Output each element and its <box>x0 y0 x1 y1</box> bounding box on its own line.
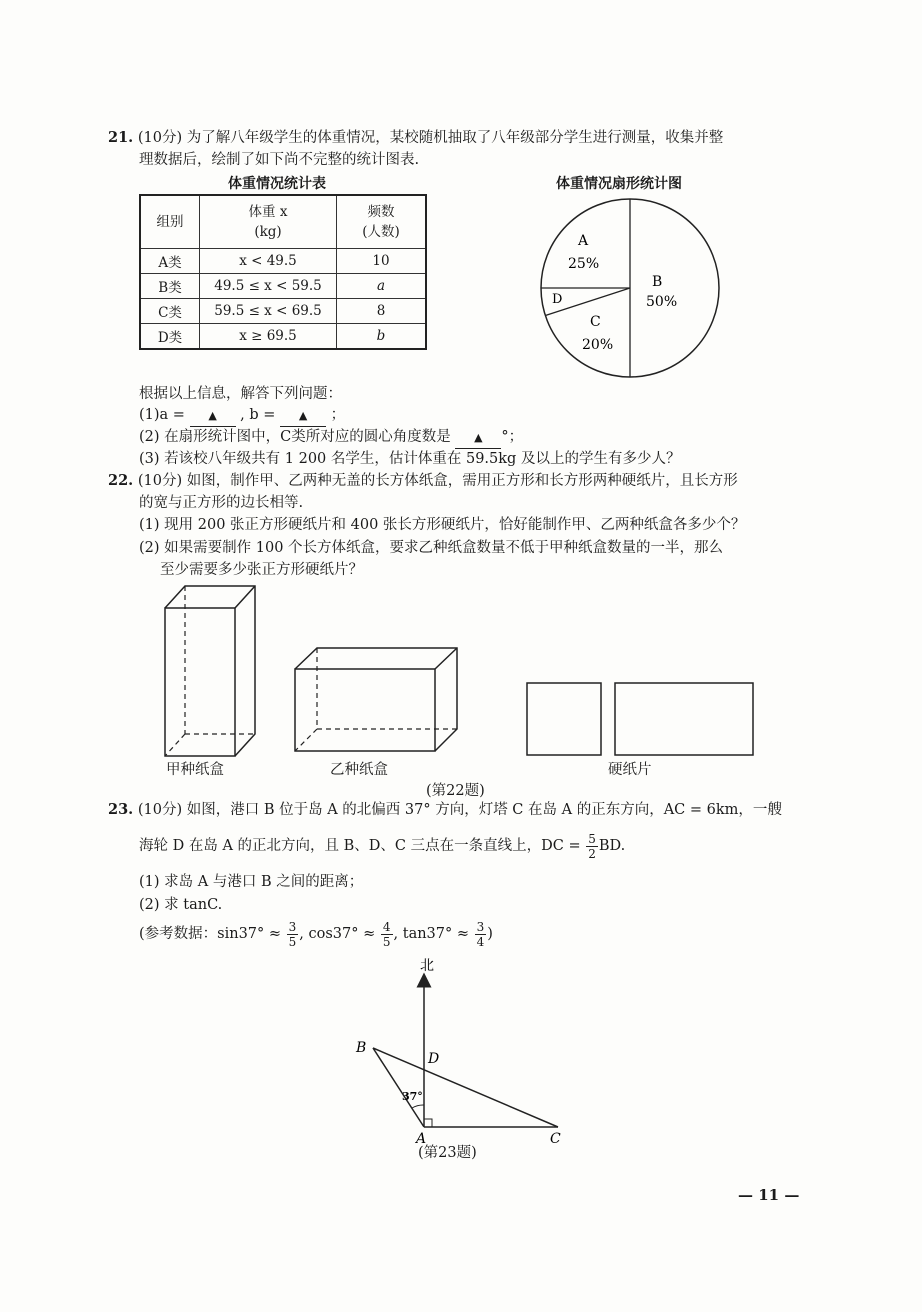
fraction-denominator: 4 <box>476 934 485 949</box>
fraction-denominator: 5 <box>288 934 297 949</box>
q21-part2 <box>139 427 523 449</box>
header-freq-label: 频数 <box>367 204 395 220</box>
q22-intro1: 如图，制作甲、乙两种无盖的长方体纸盒，需用正方形和长方形两种硬纸片，且长方形 <box>186 473 738 489</box>
table-cell: D类 <box>140 324 200 350</box>
q22-number: 22. <box>108 472 134 489</box>
fraction-numerator: 4 <box>382 919 391 934</box>
box-jia-figure <box>160 580 260 760</box>
q21-intro2: 理数据后，绘制了如下尚不完整的统计图表. <box>139 152 420 168</box>
answer-blank-angle <box>455 427 501 449</box>
point-d-label: D <box>428 1051 440 1067</box>
weight-stat-table <box>139 194 427 350</box>
fraction-dc <box>586 832 598 861</box>
fraction-numerator: 3 <box>288 919 297 934</box>
table-row <box>140 299 426 324</box>
answer-blank-b <box>280 405 326 427</box>
q21-score: (10分) <box>137 130 183 146</box>
triangle-icon: ▲ <box>474 431 483 444</box>
triangle-icon: ▲ <box>298 409 308 422</box>
table-cell: b <box>337 324 427 350</box>
table-cell: x ≥ 69.5 <box>200 324 337 350</box>
q23-intro-line1 <box>108 800 782 820</box>
triangle-icon: ▲ <box>208 409 217 422</box>
table-row <box>140 324 426 350</box>
cardboard-pieces-figure <box>525 680 765 760</box>
pie-pct-b: 50% <box>646 294 678 310</box>
q21-part2-end: °； <box>501 429 524 445</box>
q23-intro1: 如图，港口 B 位于岛 A 的北偏西 37° 方向，灯塔 C 在岛 A 的正东方向，AC = 6km，一艘 <box>186 802 782 818</box>
table-cell: 8 <box>337 299 427 324</box>
fraction-denominator: 5 <box>382 934 391 949</box>
q21-part1 <box>139 405 345 427</box>
table-cell: 10 <box>337 249 427 274</box>
pie-label-c: C <box>590 314 601 330</box>
table-cell: B类 <box>140 274 200 299</box>
q22-score: (10分) <box>137 473 183 489</box>
q23-score: (10分) <box>137 802 183 818</box>
north-label: 北 <box>420 958 434 974</box>
fraction-tan <box>475 920 487 949</box>
label-box-yi: 乙种纸盒 <box>330 762 388 778</box>
q23-part1: (1) 求岛 A 与港口 B 之间的距离； <box>139 874 364 890</box>
table-row <box>140 249 426 274</box>
header-weight-label: 体重 x <box>248 204 288 220</box>
label-cardboard: 硬纸片 <box>608 762 652 778</box>
point-a-label: A <box>416 1131 427 1147</box>
header-frequency <box>337 195 427 249</box>
q22-intro-line1 <box>108 471 738 491</box>
page-number: — 11 — <box>738 1186 800 1204</box>
q23-intro2b: BD. <box>598 838 626 854</box>
fraction-cos <box>381 920 393 949</box>
q22-part2b: 至少需要多少张正方形硬纸片？ <box>160 562 363 578</box>
segment-ab <box>373 1048 424 1127</box>
q23-part2: (2) 求 tanC. <box>139 897 223 913</box>
table-cell: 59.5 ≤ x < 69.5 <box>200 299 337 324</box>
q21-table-title: 体重情况统计表 <box>228 176 326 192</box>
header-freq-unit: (人数) <box>362 224 400 240</box>
pie-label-a: A <box>578 233 589 249</box>
header-weight <box>200 195 337 249</box>
table-row <box>140 274 426 299</box>
table-cell: x < 49.5 <box>200 249 337 274</box>
table-cell: A类 <box>140 249 200 274</box>
q23-number: 23. <box>108 801 134 818</box>
ref-end: ) <box>487 926 493 942</box>
q21-lead: 根据以上信息，解答下列问题： <box>139 386 342 402</box>
table-header-row <box>140 195 426 249</box>
right-angle-mark <box>424 1119 432 1127</box>
q23-reference-data <box>139 918 493 950</box>
rectangle-card <box>615 683 753 755</box>
point-c-label: C <box>550 1131 561 1147</box>
weight-pie-chart <box>530 188 730 388</box>
q21-intro-line1 <box>108 128 723 148</box>
fraction-numerator: 5 <box>588 831 596 846</box>
table-cell: C类 <box>140 299 200 324</box>
ref-cos-label: , cos37° ≈ <box>299 926 376 942</box>
q21-intro1: 为了解八年级学生的体重情况，某校随机抽取了八年级部分学生进行测量，收集并整 <box>186 130 724 146</box>
segment-bc <box>373 1048 558 1127</box>
header-weight-unit: (kg) <box>254 224 282 240</box>
angle-arc <box>412 1105 424 1108</box>
point-b-label: B <box>356 1040 367 1056</box>
fraction-denominator: 2 <box>588 846 596 861</box>
ref-sin-label: (参考数据：sin37° ≈ <box>139 926 282 942</box>
q23-geometry-figure <box>340 955 580 1155</box>
q23-intro2a: 海轮 D 在岛 A 的正北方向，且 B、D、C 三点在一条直线上，DC = <box>139 838 581 854</box>
pie-label-d: D <box>552 292 563 307</box>
table-cell: 49.5 ≤ x < 59.5 <box>200 274 337 299</box>
square-card <box>527 683 601 755</box>
q22-figure-caption: (第22题) <box>426 783 485 799</box>
fraction-numerator: 3 <box>476 919 485 934</box>
pie-label-b: B <box>652 274 663 290</box>
box-yi-figure <box>292 645 462 755</box>
pie-pct-c: 20% <box>582 337 614 353</box>
q22-intro2: 的宽与正方形的边长相等. <box>139 495 304 511</box>
angle-37-label: 37° <box>402 1090 423 1103</box>
q21-part3: (3) 若该校八年级共有 1 200 名学生，估计体重在 59.5kg 及以上的学生有多少人？ <box>139 451 681 467</box>
q21-part1-end: ； <box>330 407 346 423</box>
q21-number: 21. <box>108 129 134 146</box>
answer-blank-a <box>190 405 236 427</box>
q21-part1-a: (1)a = <box>139 407 185 423</box>
q22-part1: (1) 现用 200 张正方形硬纸片和 400 张长方形硬纸片，恰好能制作甲、乙两种纸盒各多少个？ <box>139 517 746 533</box>
q23-figure-caption: (第23题) <box>418 1145 477 1161</box>
q21-part1-b: , b = <box>240 407 276 423</box>
q22-part2a: (2) 如果需要制作 100 个长方体纸盒，要求乙种纸盒数量不低于甲种纸盒数量的一半，那么 <box>139 540 724 556</box>
label-box-jia: 甲种纸盒 <box>166 762 224 778</box>
table-cell: a <box>337 274 427 299</box>
q21-part2-text: (2) 在扇形统计图中，C类所对应的圆心角度数是 <box>139 429 451 445</box>
fraction-sin <box>287 920 299 949</box>
pie-pct-a: 25% <box>568 256 600 272</box>
q21-pie-title: 体重情况扇形统计图 <box>556 176 682 192</box>
q23-intro-line2 <box>139 830 625 862</box>
ref-tan-label: , tan37° ≈ <box>393 926 470 942</box>
header-group: 组别 <box>140 195 200 249</box>
